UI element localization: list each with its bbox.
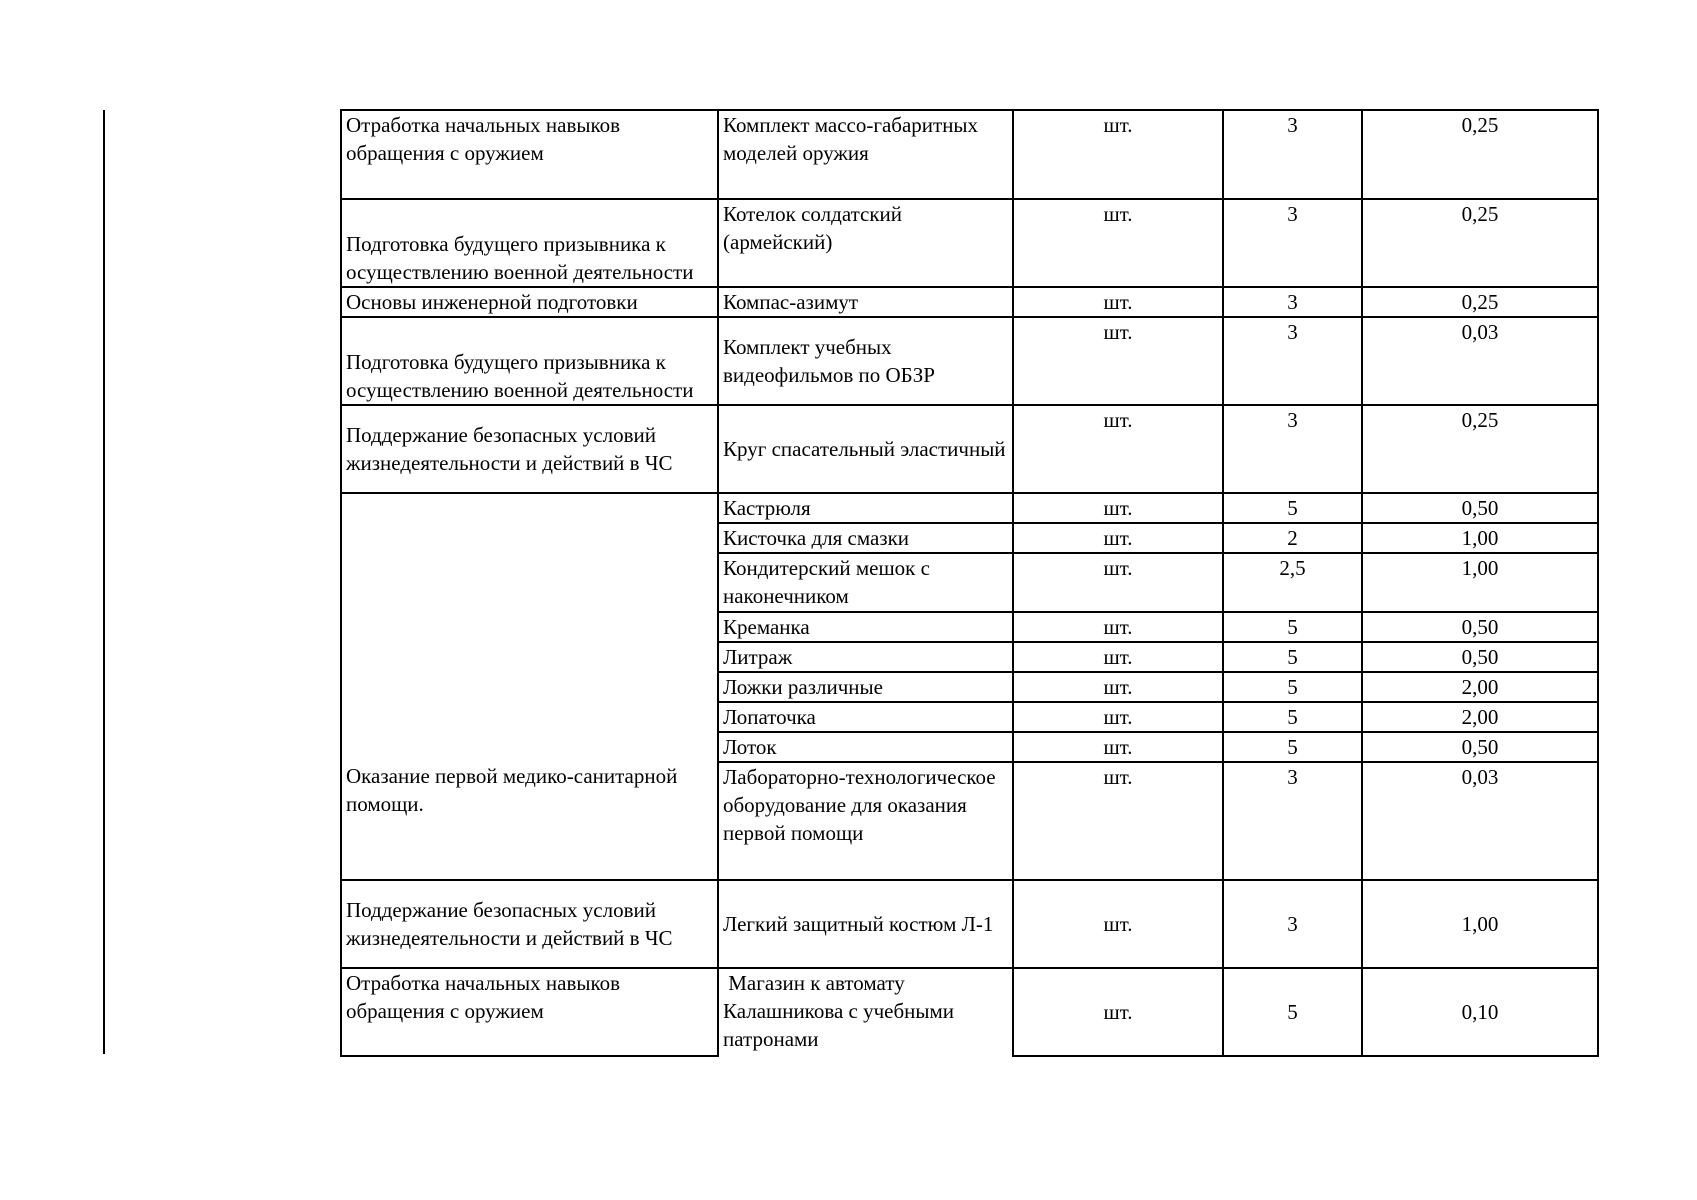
- qty-cell: 2,5: [1223, 553, 1362, 612]
- unit-cell: шт.: [1013, 968, 1223, 1056]
- qty-cell: 5: [1223, 672, 1362, 702]
- section-cell: Подготовка будущего призывника к осуществлению военной деятельности: [341, 317, 718, 405]
- coef-cell: 2,00: [1362, 672, 1598, 702]
- section-cell: Оказание первой медико-санитарной помощи.: [341, 493, 718, 880]
- item-cell: Легкий защитный костюм Л-1: [718, 880, 1013, 968]
- coef-cell: 0,03: [1362, 762, 1598, 880]
- unit-cell: шт.: [1013, 672, 1223, 702]
- unit-cell: шт.: [1013, 317, 1223, 405]
- coef-cell: 1,00: [1362, 523, 1598, 553]
- section-cell: Подготовка будущего призывника к осуществлению военной деятельности: [341, 199, 718, 287]
- item-cell: Кастрюля: [718, 493, 1013, 523]
- unit-cell: шт.: [1013, 405, 1223, 493]
- qty-cell: 5: [1223, 493, 1362, 523]
- coef-cell: 0,25: [1362, 110, 1598, 199]
- item-cell: Магазин к автомату Калашникова с учебными патронами: [718, 968, 1013, 1056]
- table-row: [341, 968, 1598, 1056]
- section-cell: Отработка начальных навыков обращения с оружием: [341, 968, 718, 1056]
- qty-cell: 5: [1223, 702, 1362, 732]
- table-row: [341, 405, 1598, 493]
- item-cell: Котелок солдатский (армейский): [718, 199, 1013, 287]
- item-cell: Литраж: [718, 642, 1013, 672]
- item-cell: Комплект учебных видеофильмов по ОБЗР: [718, 317, 1013, 405]
- qty-cell: 5: [1223, 968, 1362, 1056]
- qty-cell: 3: [1223, 110, 1362, 199]
- qty-cell: 5: [1223, 642, 1362, 672]
- unit-cell: шт.: [1013, 702, 1223, 732]
- qty-cell: 3: [1223, 287, 1362, 317]
- coef-cell: 1,00: [1362, 553, 1598, 612]
- unit-cell: шт.: [1013, 199, 1223, 287]
- item-cell: Ложки различные: [718, 672, 1013, 702]
- coef-cell: 2,00: [1362, 702, 1598, 732]
- coef-cell: 0,50: [1362, 642, 1598, 672]
- qty-cell: 2: [1223, 523, 1362, 553]
- section-cell: Отработка начальных навыков обращения с оружием: [341, 110, 718, 199]
- coef-cell: 0,25: [1362, 287, 1598, 317]
- unit-cell: шт.: [1013, 493, 1223, 523]
- table-row: [341, 493, 1598, 523]
- item-cell: Круг спасательный эластичный: [718, 405, 1013, 493]
- unit-cell: шт.: [1013, 523, 1223, 553]
- qty-cell: 3: [1223, 405, 1362, 493]
- qty-cell: 5: [1223, 612, 1362, 642]
- item-cell: Лопаточка: [718, 702, 1013, 732]
- table-row: [341, 880, 1598, 968]
- item-cell: Кондитерский мешок с наконечником: [718, 553, 1013, 612]
- section-cell: Основы инженерной подготовки: [341, 287, 718, 317]
- unit-cell: шт.: [1013, 642, 1223, 672]
- unit-cell: шт.: [1013, 732, 1223, 762]
- coef-cell: 0,50: [1362, 612, 1598, 642]
- table-row: [341, 287, 1598, 317]
- table-row: [341, 199, 1598, 287]
- unit-cell: шт.: [1013, 762, 1223, 880]
- qty-cell: 3: [1223, 880, 1362, 968]
- qty-cell: 3: [1223, 762, 1362, 880]
- coef-cell: 0,50: [1362, 493, 1598, 523]
- item-cell: Креманка: [718, 612, 1013, 642]
- section-cell: Поддержание безопасных условий жизнедеятельности и действий в ЧС: [341, 405, 718, 493]
- qty-cell: 3: [1223, 317, 1362, 405]
- table-row: [341, 110, 1598, 199]
- section-cell: Поддержание безопасных условий жизнедеятельности и действий в ЧС: [341, 880, 718, 968]
- coef-cell: 0,50: [1362, 732, 1598, 762]
- coef-cell: 0,25: [1362, 405, 1598, 493]
- item-cell: Лоток: [718, 732, 1013, 762]
- unit-cell: шт.: [1013, 612, 1223, 642]
- item-cell: Компас-азимут: [718, 287, 1013, 317]
- qty-cell: 3: [1223, 199, 1362, 287]
- table-row: [341, 317, 1598, 405]
- unit-cell: шт.: [1013, 287, 1223, 317]
- equipment-table: [340, 109, 1599, 1057]
- coef-cell: 0,10: [1362, 968, 1598, 1056]
- item-cell: Кисточка для смазки: [718, 523, 1013, 553]
- unit-cell: шт.: [1013, 110, 1223, 199]
- item-cell: Лабораторно-технологическое оборудование для оказания первой помощи: [718, 762, 1013, 880]
- item-cell: Комплект массо-габаритных моделей оружия: [718, 110, 1013, 199]
- page-margin-line: [103, 110, 105, 1054]
- unit-cell: шт.: [1013, 553, 1223, 612]
- coef-cell: 1,00: [1362, 880, 1598, 968]
- qty-cell: 5: [1223, 732, 1362, 762]
- coef-cell: 0,03: [1362, 317, 1598, 405]
- unit-cell: шт.: [1013, 880, 1223, 968]
- coef-cell: 0,25: [1362, 199, 1598, 287]
